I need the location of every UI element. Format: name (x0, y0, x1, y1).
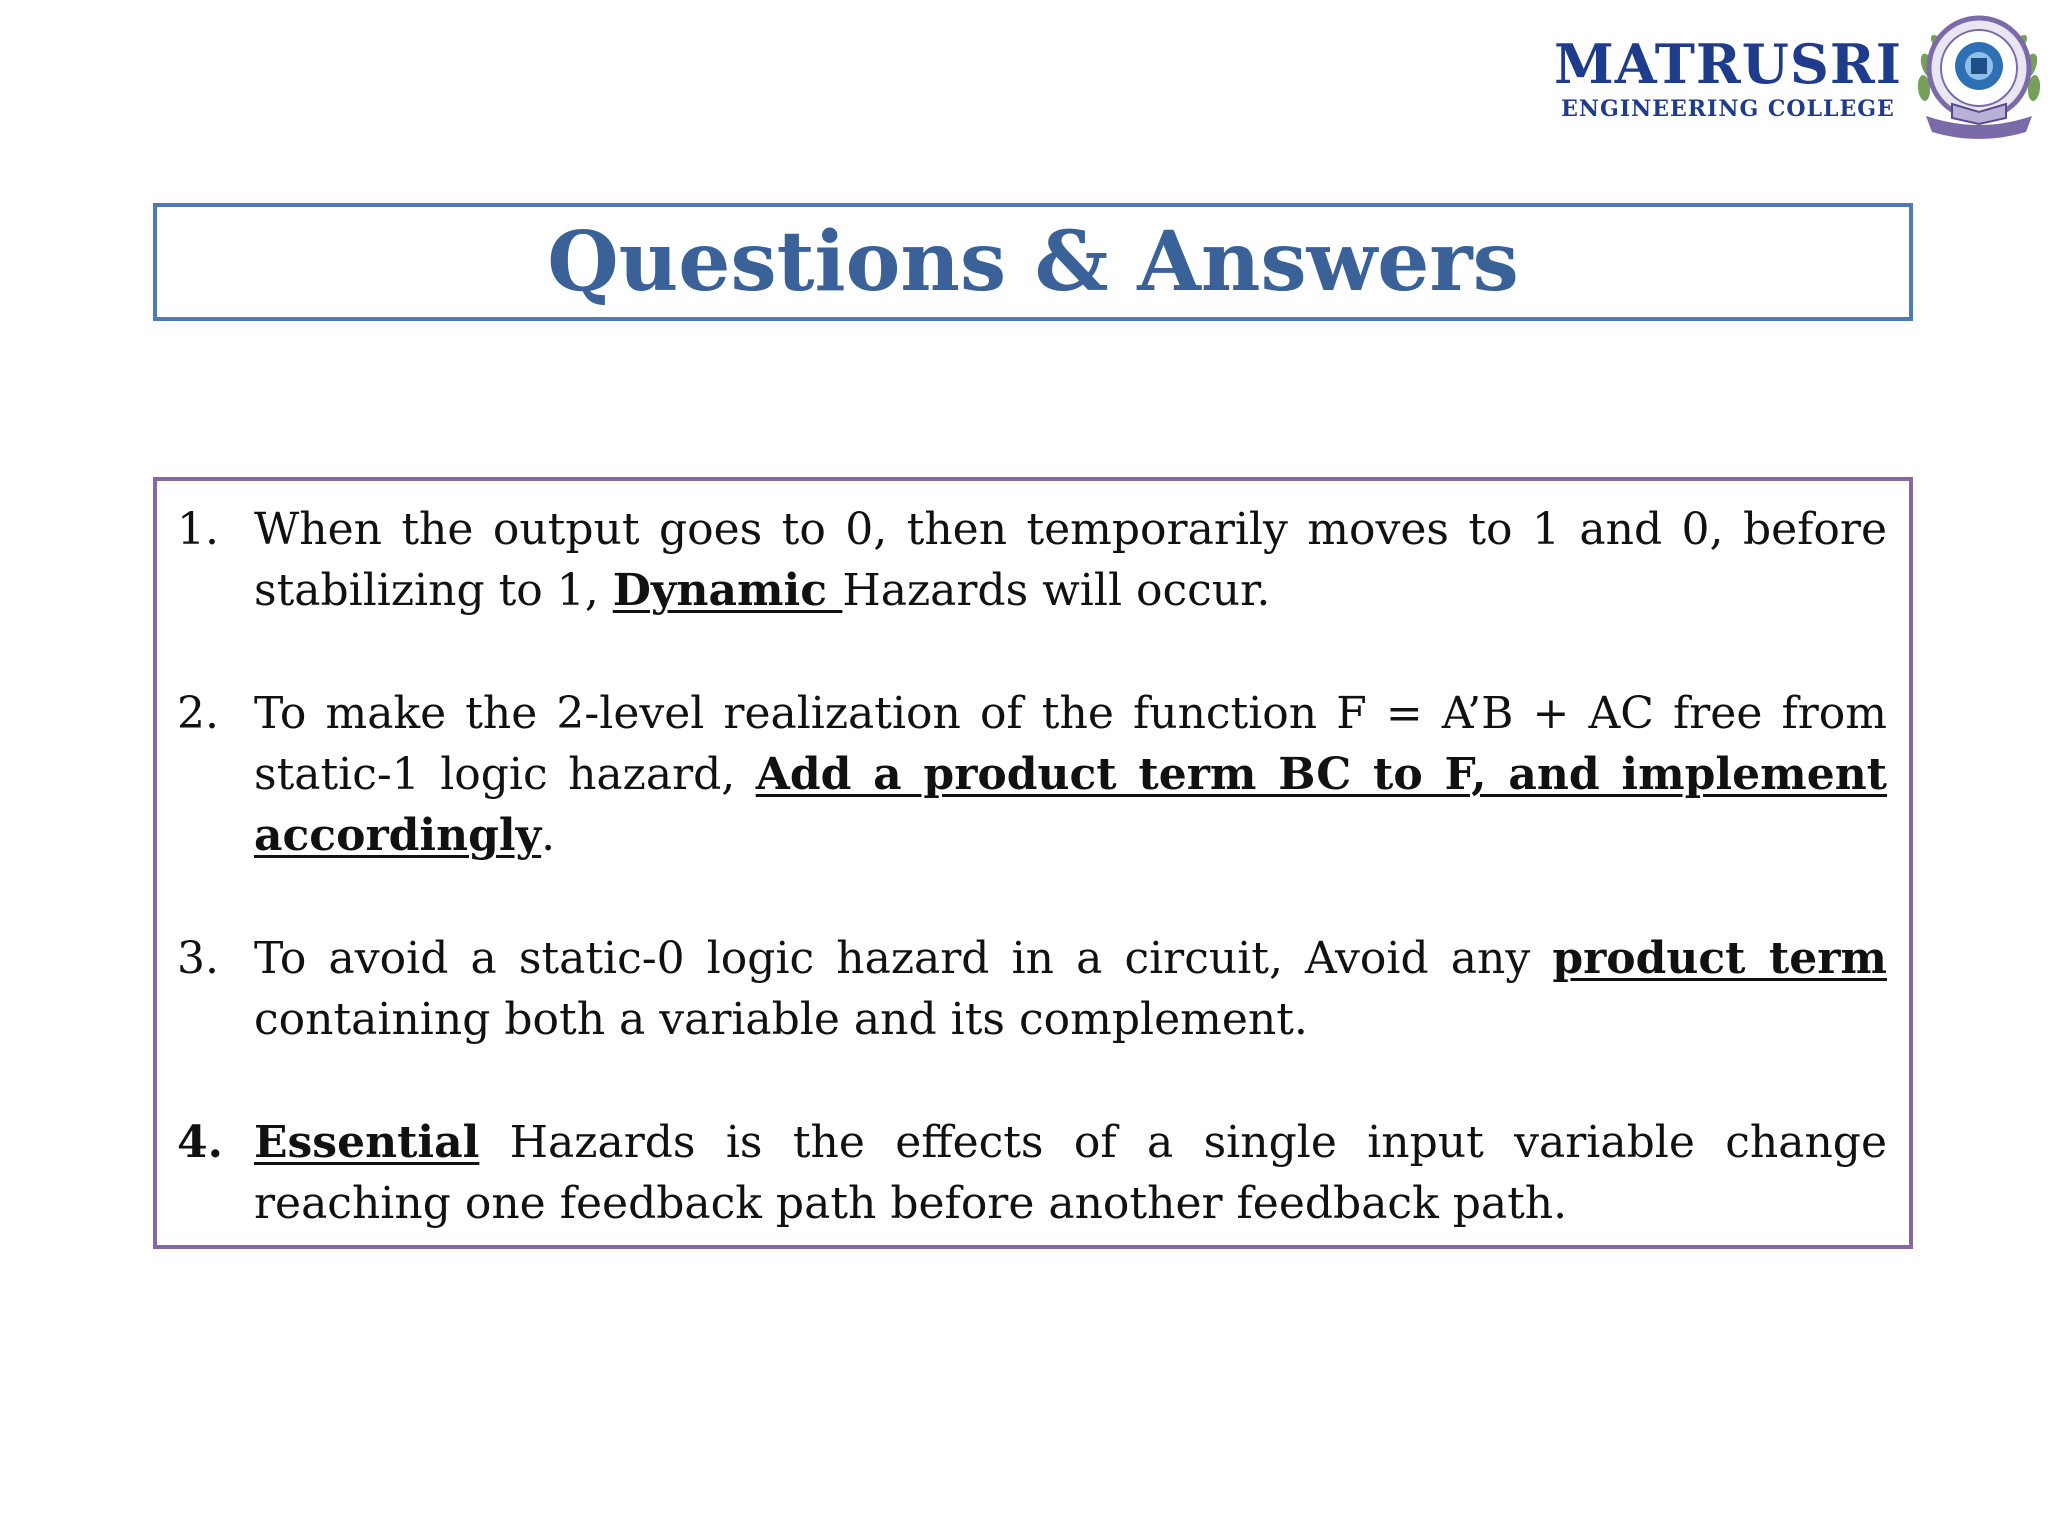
qa-number: 2. (177, 688, 219, 739)
qa-number: 3. (177, 933, 219, 984)
college-seal-icon (1914, 6, 2044, 144)
qa-text (254, 928, 1887, 1050)
page-title: Questions & Answers (547, 214, 1519, 310)
qa-answer: Dynamic (612, 565, 843, 616)
qa-question-before: To avoid a static-0 logic hazard in a circuit, Avoid any (254, 933, 1553, 984)
qa-question-before: When the output goes to 0, then temporarily moves to 1 and 0, before stabilizing to 1, (254, 504, 1887, 616)
qa-question-after: Hazards is the effects of a single input variable change reaching one feedback path before another feedback path. (254, 1117, 1887, 1229)
qa-item (177, 499, 1887, 621)
qa-number: 1. (177, 504, 219, 555)
qa-list (177, 499, 1887, 1234)
qa-text (254, 683, 1887, 866)
logo-text (1554, 34, 1902, 122)
qa-text (254, 499, 1887, 621)
qa-text (254, 1112, 1887, 1234)
qa-number: 4. (177, 1117, 223, 1168)
qa-item (177, 683, 1887, 866)
qa-question-after: . (541, 810, 556, 861)
logo-subtitle: ENGINEERING COLLEGE (1561, 96, 1895, 122)
qa-answer: Add a product term BC to F, and implement accordingly (254, 749, 1888, 861)
qa-question-after: Hazards will occur. (842, 565, 1271, 616)
qa-answer: Essential (254, 1117, 480, 1168)
qa-question-after: containing both a variable and its complement. (254, 994, 1308, 1045)
qa-box (153, 477, 1913, 1249)
qa-item (177, 928, 1887, 1050)
college-logo (1553, 6, 2046, 144)
logo-name: MATRUSRI (1553, 32, 1902, 96)
title-box (153, 203, 1913, 321)
qa-item (177, 1112, 1887, 1234)
qa-answer: product term (1552, 933, 1887, 984)
qa-question-before: To make the 2-level realization of the function F = A’B + AC free from static-1 logic hazard, (254, 688, 1887, 800)
